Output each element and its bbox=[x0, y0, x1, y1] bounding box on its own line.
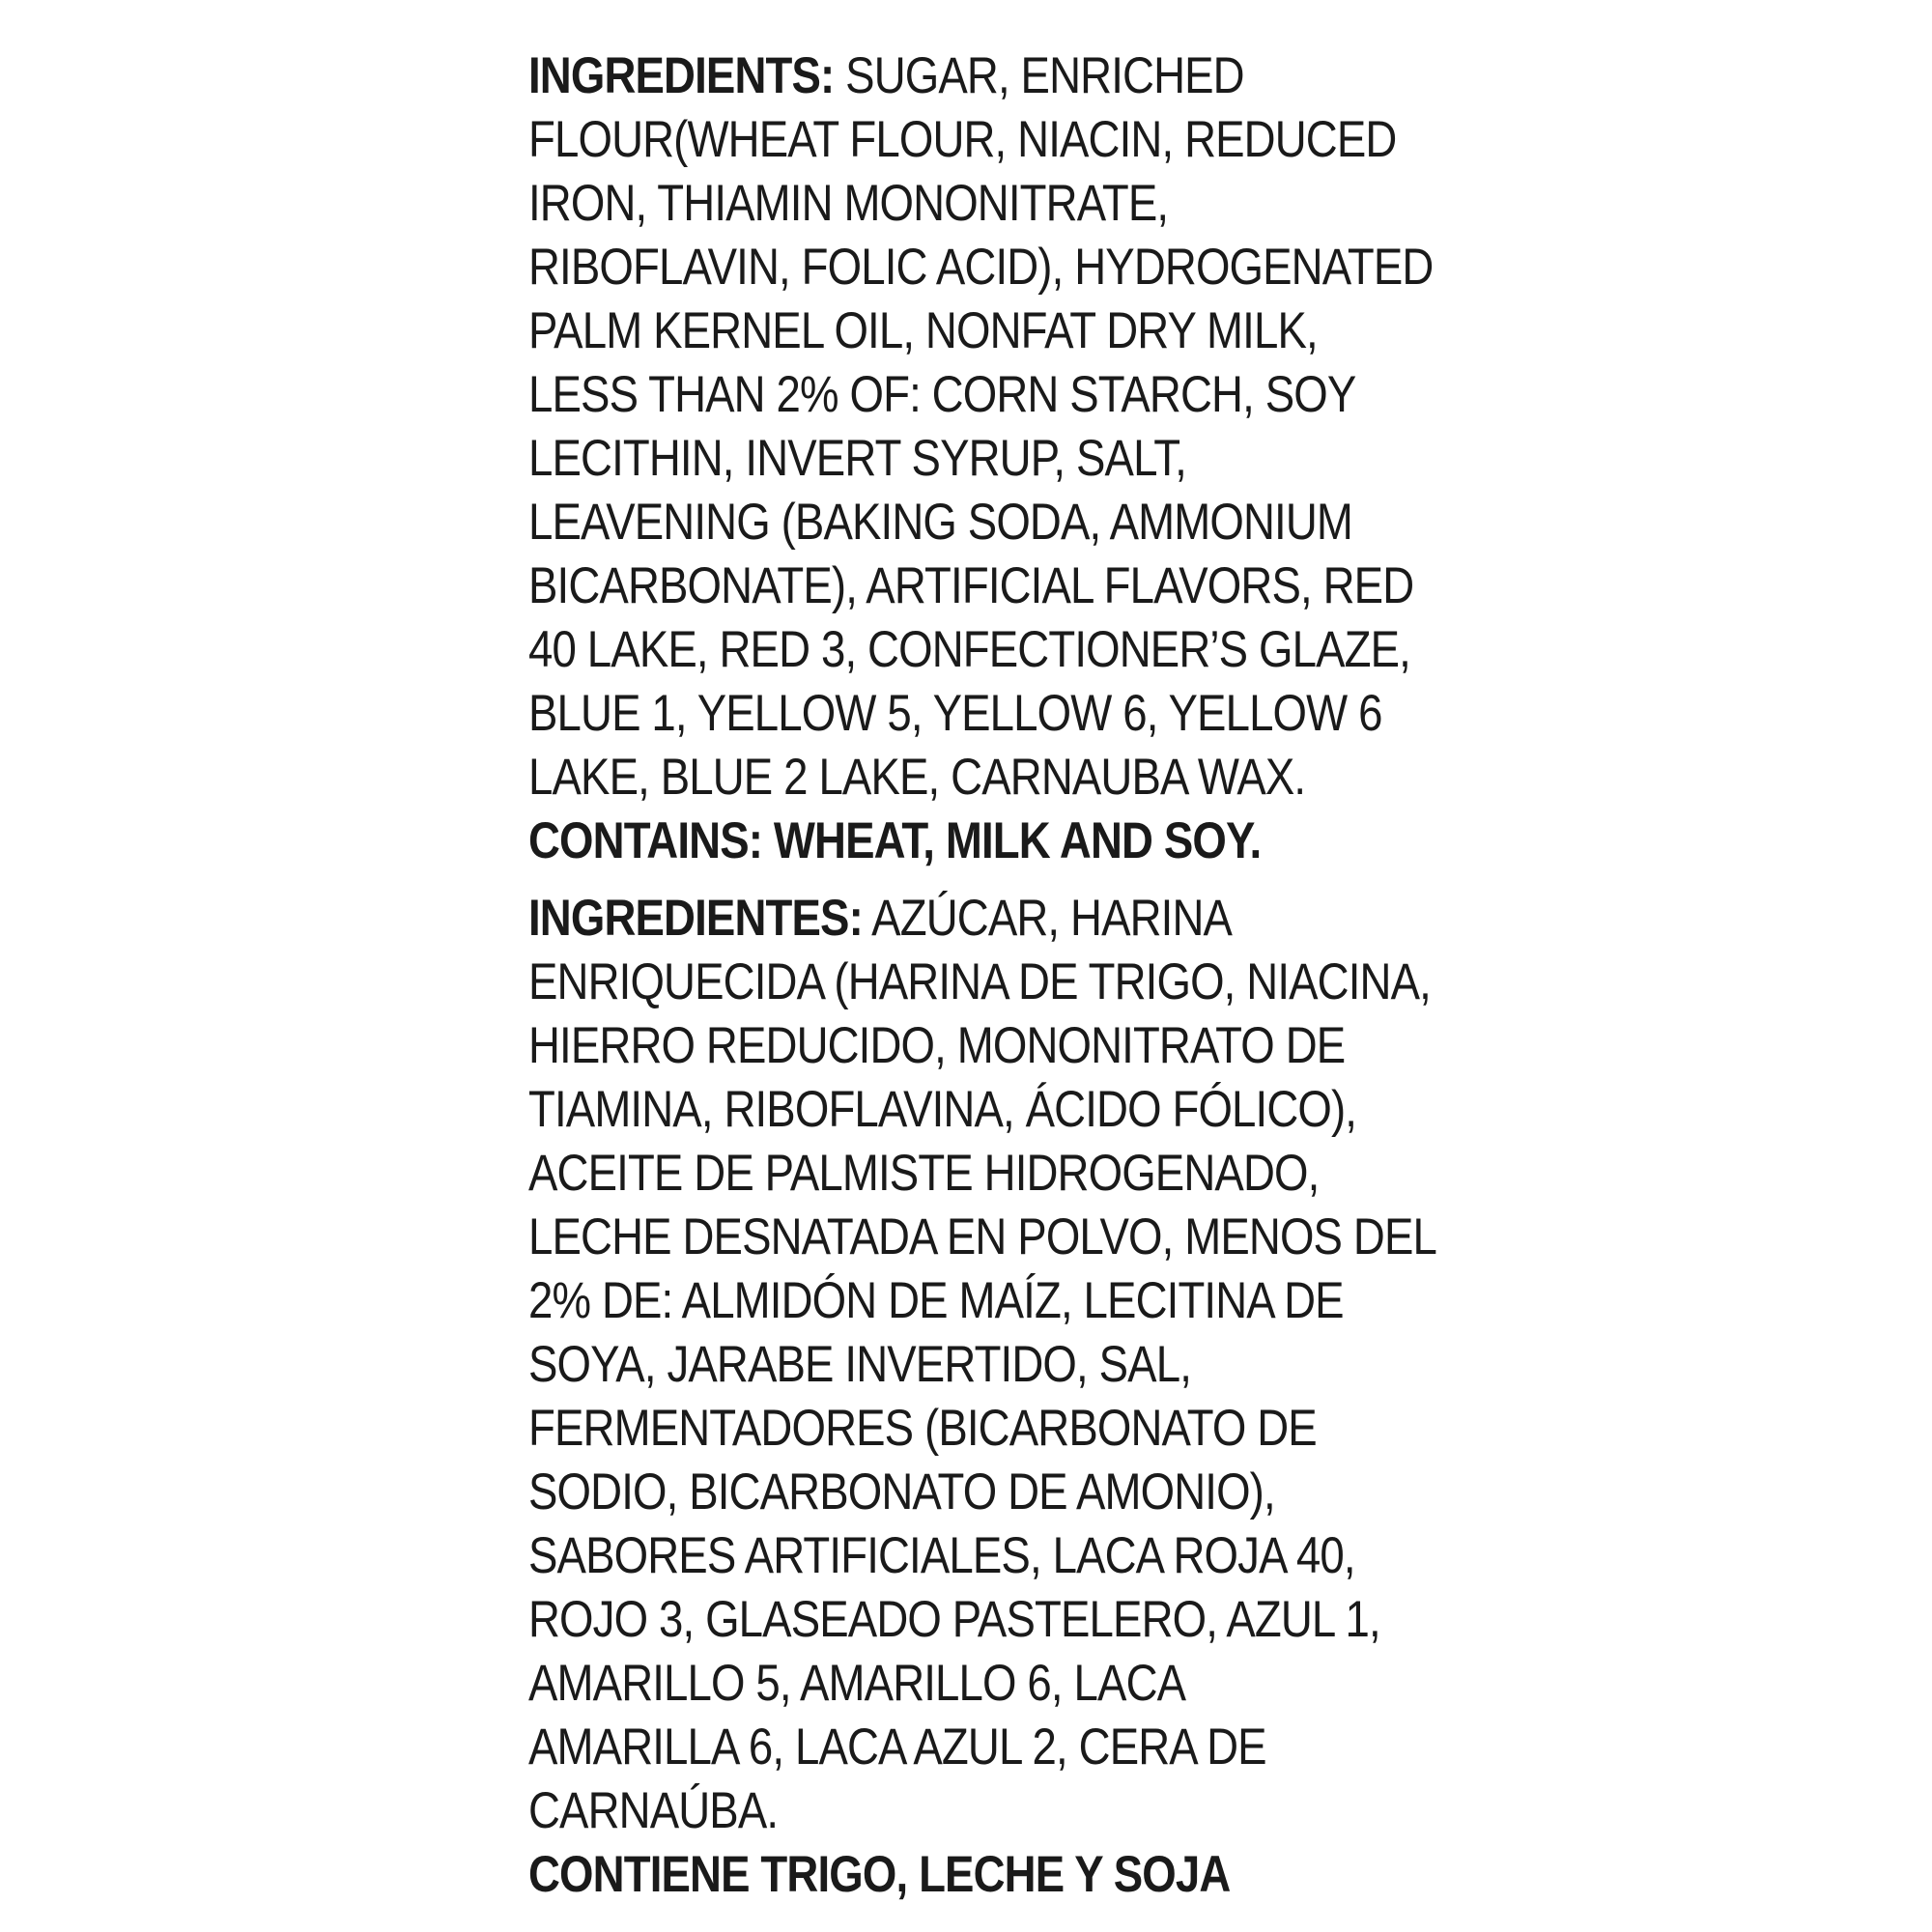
english-ingredients-line: LAKE, BLUE 2 LAKE, CARNAUBA WAX. bbox=[528, 749, 1306, 806]
english-ingredients-heading: INGREDIENTS: bbox=[528, 47, 835, 104]
english-ingredients-line: RIBOFLAVIN, FOLIC ACID), HYDROGENATED bbox=[528, 239, 1434, 296]
spanish-ingredients-line: HIERRO REDUCIDO, MONONITRATO DE bbox=[528, 1017, 1346, 1074]
english-ingredients-line: IRON, THIAMIN MONONITRATE, bbox=[528, 175, 1169, 232]
english-ingredients-line: LEAVENING (BAKING SODA, AMMONIUM bbox=[528, 494, 1352, 551]
spanish-ingredients-line: CARNAÚBA. bbox=[528, 1782, 779, 1839]
spanish-ingredients-line: LECHE DESNATADA EN POLVO, MENOS DEL bbox=[528, 1208, 1436, 1265]
spanish-ingredients-line: AMARILLO 5, AMARILLO 6, LACA bbox=[528, 1655, 1186, 1712]
spanish-ingredients-line: ROJO 3, GLASEADO PASTELERO, AZUL 1, bbox=[528, 1591, 1380, 1648]
spanish-ingredients-heading: INGREDIENTES: bbox=[528, 890, 863, 947]
spanish-allergen-statement: CONTIENE TRIGO, LECHE Y SOJA bbox=[528, 1846, 1231, 1903]
english-ingredients-line: PALM KERNEL OIL, NONFAT DRY MILK, bbox=[528, 302, 1318, 359]
spanish-ingredients-line: SABORES ARTIFICIALES, LACA ROJA 40, bbox=[528, 1527, 1355, 1584]
english-ingredients-first-line bbox=[528, 44, 1309, 108]
ingredients-label bbox=[528, 44, 1436, 1907]
spanish-ingredients-line: 2% DE: ALMIDÓN DE MAÍZ, LECITINA DE bbox=[528, 1272, 1344, 1329]
spanish-ingredients-line: TIAMINA, RIBOFLAVINA, ÁCIDO FÓLICO), bbox=[528, 1081, 1357, 1138]
spanish-ingredients-text: AZÚCAR, HARINA bbox=[862, 890, 1233, 947]
english-ingredients-line: 40 LAKE, RED 3, CONFECTIONER’S GLAZE, bbox=[528, 621, 1410, 678]
spanish-ingredients-line: SODIO, BICARBONATO DE AMONIO), bbox=[528, 1463, 1275, 1520]
section-divider-space bbox=[528, 873, 1436, 887]
spanish-ingredients-line: AMARILLA 6, LACA AZUL 2, CERA DE bbox=[528, 1719, 1266, 1776]
english-ingredients-line: LESS THAN 2% OF: CORN STARCH, SOY bbox=[528, 366, 1356, 423]
spanish-ingredients-line: SOYA, JARABE INVERTIDO, SAL, bbox=[528, 1336, 1191, 1393]
english-ingredients-line: BICARBONATE), ARTIFICIAL FLAVORS, RED bbox=[528, 557, 1414, 614]
spanish-ingredients-section bbox=[528, 887, 1436, 1907]
english-ingredients-line: BLUE 1, YELLOW 5, YELLOW 6, YELLOW 6 bbox=[528, 685, 1382, 742]
spanish-ingredients-line: FERMENTADORES (BICARBONATO DE bbox=[528, 1400, 1317, 1457]
english-ingredients-section bbox=[528, 44, 1436, 873]
english-ingredients-line: FLOUR(WHEAT FLOUR, NIACIN, REDUCED bbox=[528, 111, 1397, 168]
spanish-ingredients-line: ACEITE DE PALMISTE HIDROGENADO, bbox=[528, 1145, 1320, 1202]
spanish-ingredients-first-line bbox=[528, 887, 1309, 951]
english-ingredients-line: LECITHIN, INVERT SYRUP, SALT, bbox=[528, 430, 1186, 487]
english-allergen-statement: CONTAINS: WHEAT, MILK AND SOY. bbox=[528, 812, 1262, 869]
english-ingredients-text: SUGAR, ENRICHED bbox=[834, 47, 1244, 104]
spanish-ingredients-line: ENRIQUECIDA (HARINA DE TRIGO, NIACINA, bbox=[528, 953, 1431, 1010]
